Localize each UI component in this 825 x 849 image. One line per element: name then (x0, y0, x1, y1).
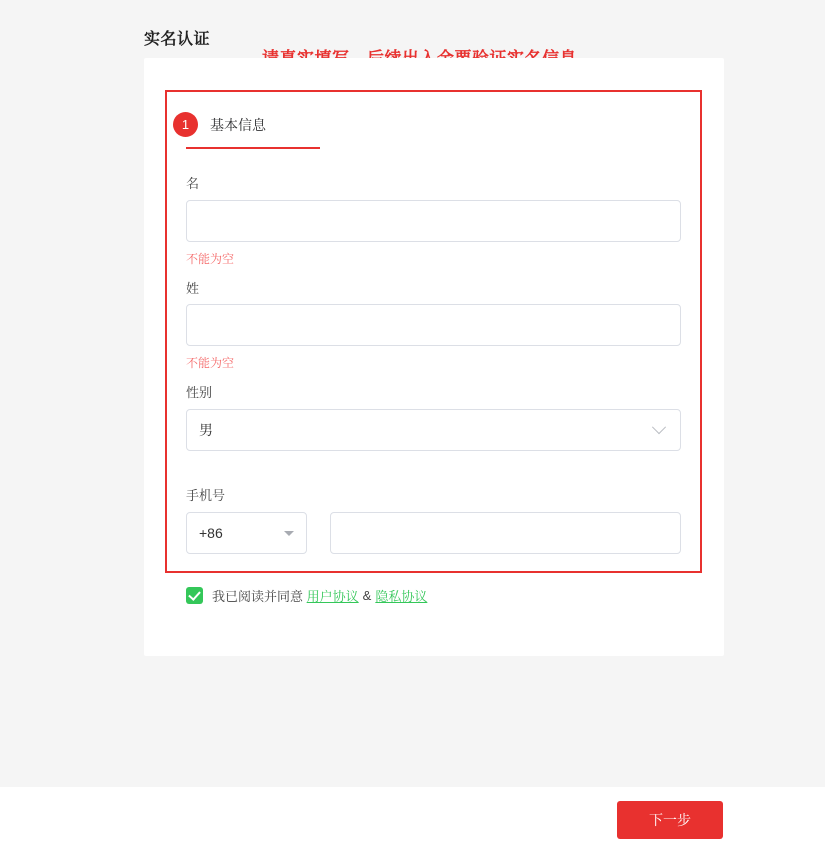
given-name-error: 不能为空 (186, 252, 235, 266)
given-name-label: 名 (186, 176, 200, 191)
step-underline (186, 147, 320, 149)
step-header (173, 112, 266, 137)
agreement-separator: & (362, 588, 372, 603)
privacy-agreement-link[interactable]: 隐私协议 (375, 589, 428, 604)
caret-down-icon (284, 531, 294, 536)
family-name-input[interactable] (186, 304, 681, 346)
gender-select[interactable] (186, 409, 681, 451)
country-code-select[interactable] (186, 512, 307, 554)
family-name-error: 不能为空 (186, 356, 235, 370)
agreement-row (186, 586, 427, 605)
agreement-text: 我已阅读并同意 (212, 589, 304, 604)
gender-label: 性别 (186, 385, 213, 400)
user-agreement-link[interactable]: 用户协议 (306, 589, 359, 604)
next-step-button[interactable]: 下一步 (617, 801, 723, 839)
phone-label: 手机号 (186, 488, 226, 503)
step-title: 基本信息 (210, 116, 266, 133)
country-code-value: +86 (199, 525, 223, 541)
family-name-label: 姓 (186, 281, 200, 296)
page-title: 实名认证 (144, 31, 211, 48)
phone-number-input[interactable] (330, 512, 681, 554)
agreement-checkbox[interactable] (186, 587, 203, 604)
given-name-input[interactable] (186, 200, 681, 242)
step-number-badge: 1 (173, 112, 198, 137)
chevron-down-icon (652, 420, 666, 434)
gender-selected-value: 男 (199, 422, 213, 438)
